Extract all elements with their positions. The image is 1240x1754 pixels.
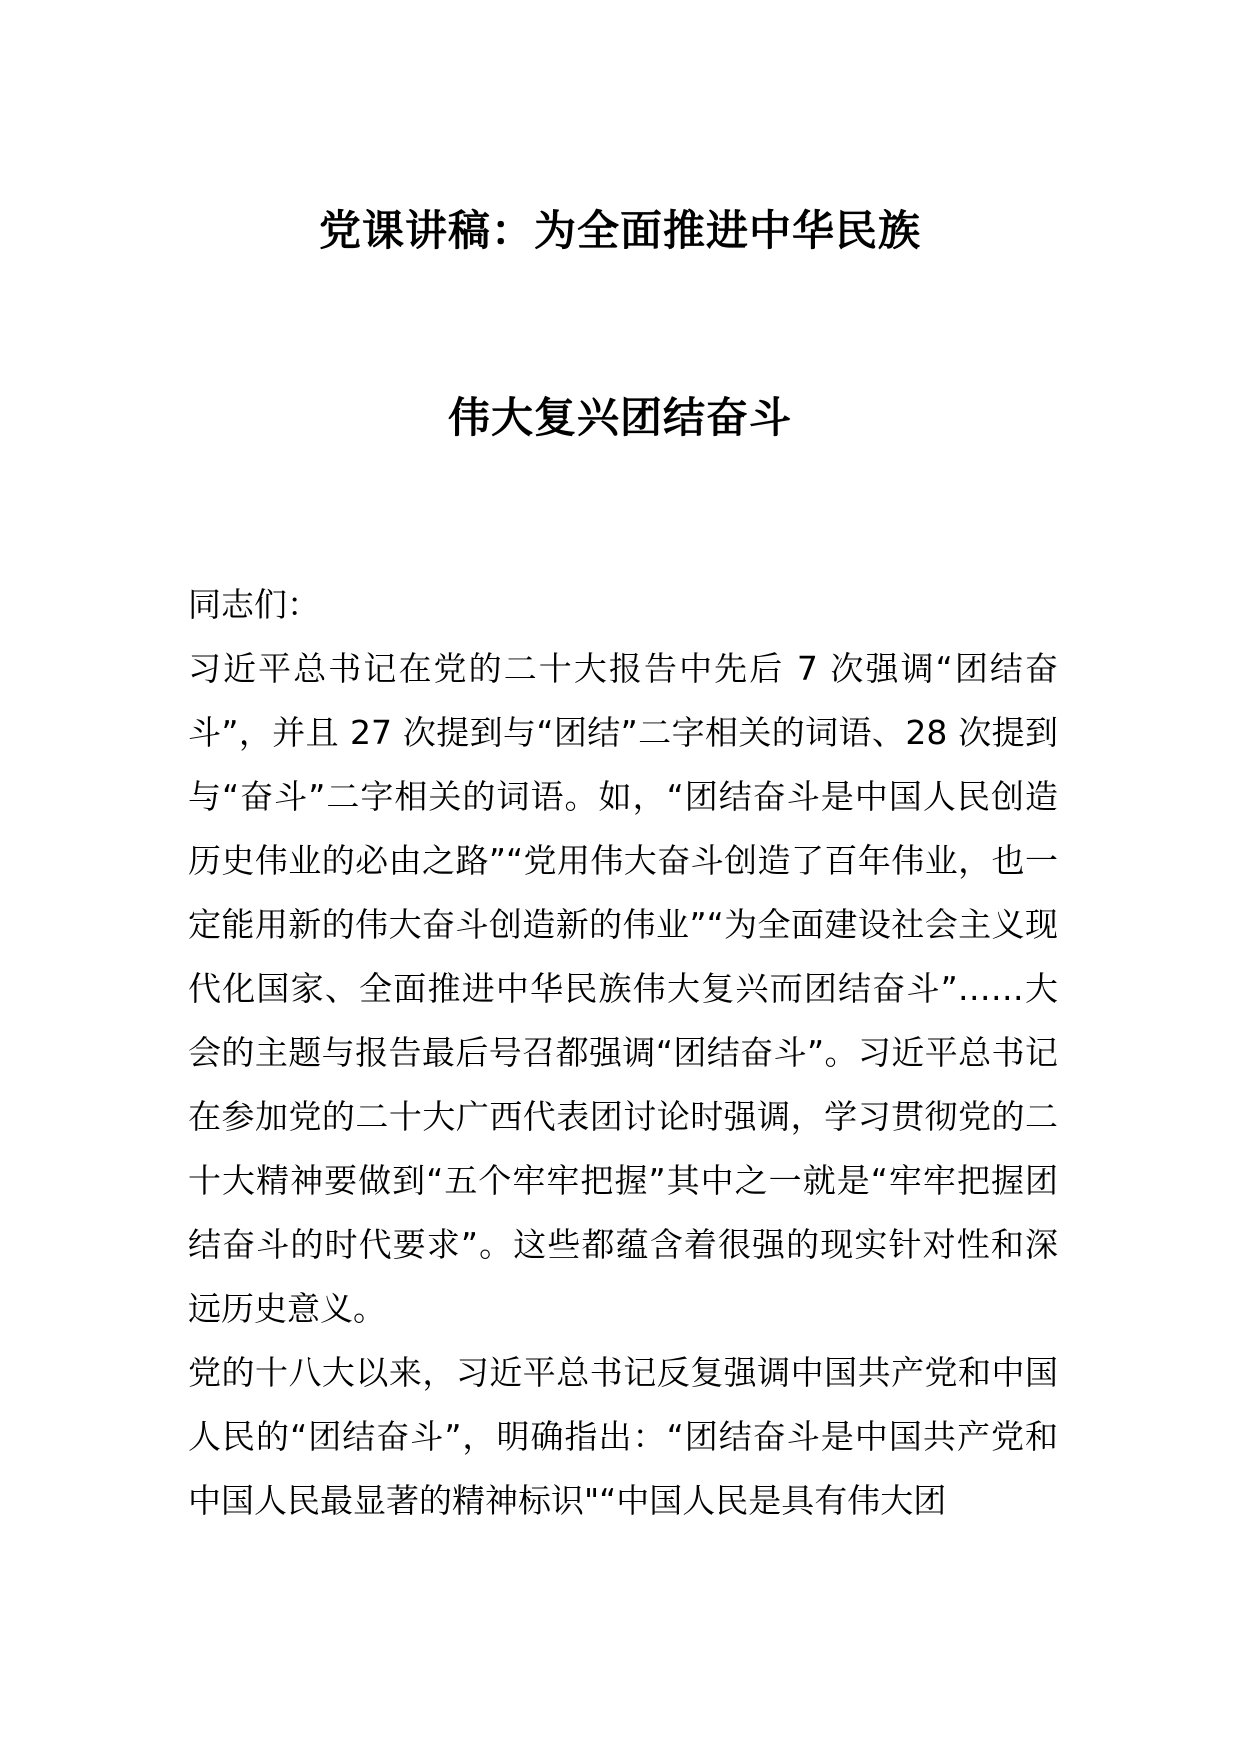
paragraph-1: 习近平总书记在党的二十大报告中先后 7 次强调“团结奋斗”，并且 27 次提到与“团结”二字相关的词语、28 次提到与“奋斗”二字相关的词语。如，“团结奋斗是中国人民创造历史伟业的必由之路”“党用伟大奋斗创造了百年伟业，也一定能用新的伟大奋斗创造新的伟业”“为全面建设社会主义现代化国家、全面推进中华民族伟大复兴而团结奋斗”……大会的主题与报告最后号召都强调“团结奋斗”。习近平总书记在参加党的二十大广西代表团讨论时强调，学习贯彻党的二十大精神要做到“五个牢牢把握”其中之一就是“牢牢把握团结奋斗的时代要求”。这些都蕴含着很强的现实针对性和深远历史意义。 — [188, 649, 1058, 1328]
salutation: 同志们： — [188, 585, 320, 624]
document-title-line-2: 伟大复兴团结奋斗 — [447, 393, 792, 442]
document-title-line-1: 党课讲稿：为全面推进中华民族 — [318, 206, 921, 255]
paragraph-2: 党的十八大以来，习近平总书记反复强调中国共产党和中国人民的“团结奋斗”，明确指出：“团结奋斗是中国共产党和中国人民最显著的精神标识"“中国人民是具有伟大团 — [188, 1353, 1058, 1520]
